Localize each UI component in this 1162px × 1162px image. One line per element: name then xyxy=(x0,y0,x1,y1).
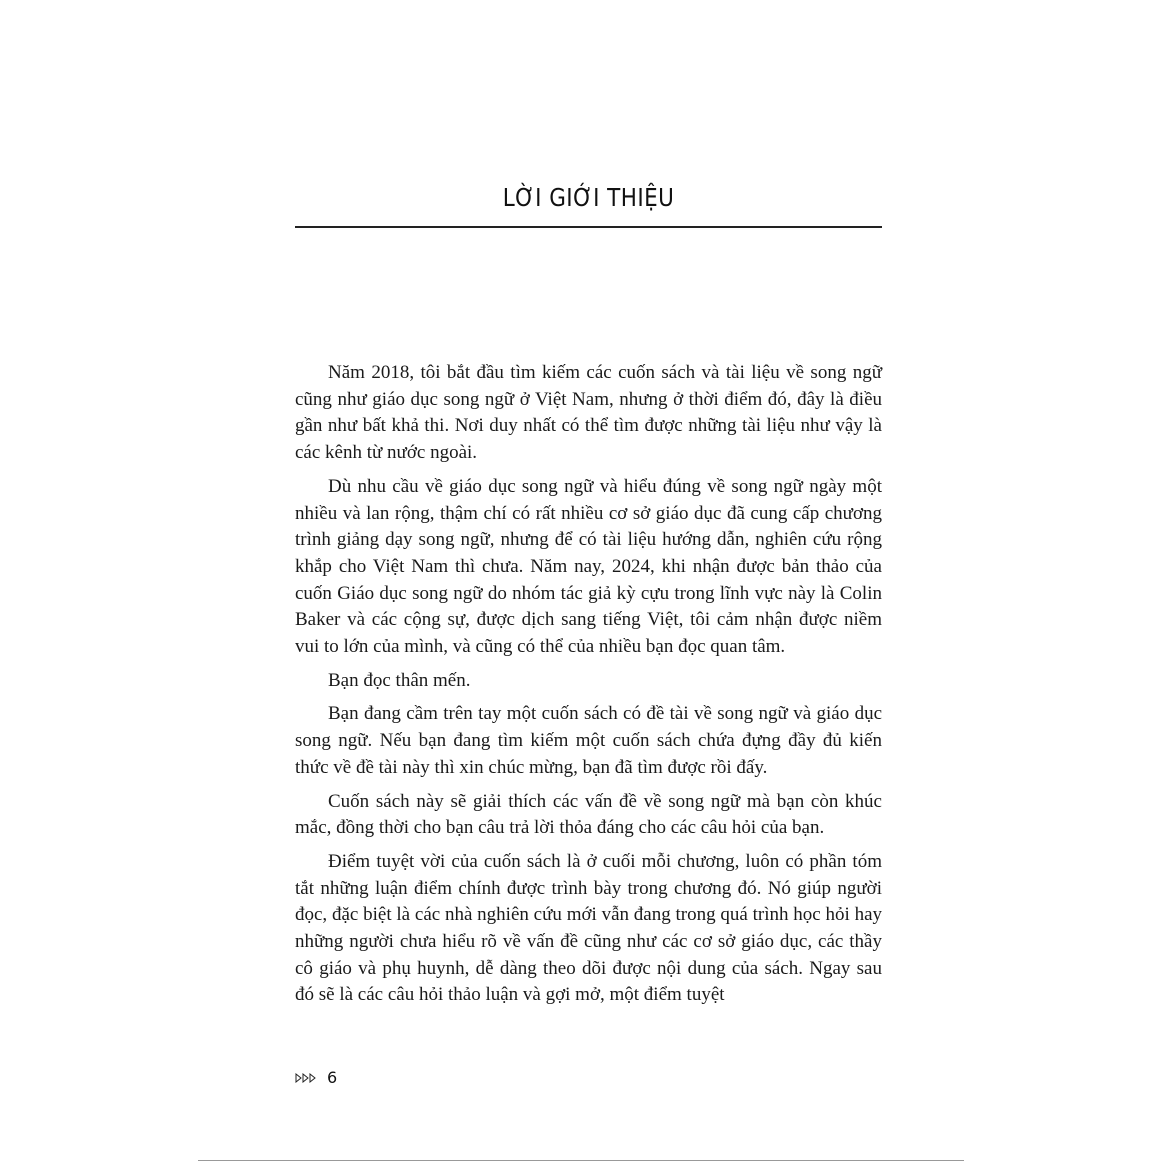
page-title: LỜI GIỚI THIỆU xyxy=(502,183,675,212)
paragraph-4: Bạn đang cầm trên tay một cuốn sách có đề tài về song ngữ và giáo dục song ngữ. Nếu bạn đang tìm kiếm một cuốn sách chứa đựng đầy đủ kiến thức về đề tài này thì xin chúc mừng, bạn đã tìm được rồi đấy. xyxy=(295,703,882,778)
paragraph-3: Bạn đọc thân mến. xyxy=(328,669,471,691)
page-footer xyxy=(295,1068,337,1087)
paragraph-5: Cuốn sách này sẽ giải thích các vấn đề về song ngữ mà bạn còn khúc mắc, đồng thời cho bạn câu trả lời thỏa đáng cho các câu hỏi của bạn. xyxy=(295,790,882,839)
bottom-divider xyxy=(198,1160,964,1161)
page-number: 6 xyxy=(327,1068,338,1087)
body-text xyxy=(295,360,882,1016)
paragraph-6: Điểm tuyệt vời của cuốn sách là ở cuối mỗi chương, luôn có phần tóm tắt những luận điểm chính được trình bày trong chương đó. Nó giúp người đọc, đặc biệt là các nhà nghiên cứu mới vẫn đang trong quá trình học hỏi hay những người chưa hiểu rõ về vấn đề cũng như các cơ sở giáo dục, các thầy cô giáo và phụ huynh, dễ dàng theo dõi được nội dung của sách. Ngay sau đó sẽ là các câu hỏi thảo luận và gợi mở, một điểm tuyệt xyxy=(295,850,882,1006)
title-divider xyxy=(295,226,882,228)
paragraph-1: Năm 2018, tôi bắt đầu tìm kiếm các cuốn sách và tài liệu về song ngữ cũng như giáo dục song ngữ ở Việt Nam, nhưng ở thời điểm đó, đây là điều gần như bất khả thi. Nơi duy nhất có thể tìm được những tài liệu như vậy là các kênh từ nước ngoài. xyxy=(295,362,882,464)
paragraph-2: Dù nhu cầu về giáo dục song ngữ và hiểu đúng về song ngữ ngày một nhiều và lan rộng, thậm chí có rất nhiều cơ sở giáo dục đã cung cấp chương trình giảng dạy song ngữ, nhưng để có tài liệu hướng dẫn, nghiên cứu rộng khắp cho Việt Nam thì chưa. Năm nay, 2024, khi nhận được bản thảo của cuốn Giáo dục song ngữ do nhóm tác giả kỳ cựu trong lĩnh vực này là Colin Baker và các cộng sự, được dịch sang tiếng Việt, tôi cảm nhận được niềm vui to lớn của mình, và cũng có thể của nhiều bạn đọc quan tâm. xyxy=(295,475,882,658)
triple-arrow-icon xyxy=(295,1073,317,1083)
